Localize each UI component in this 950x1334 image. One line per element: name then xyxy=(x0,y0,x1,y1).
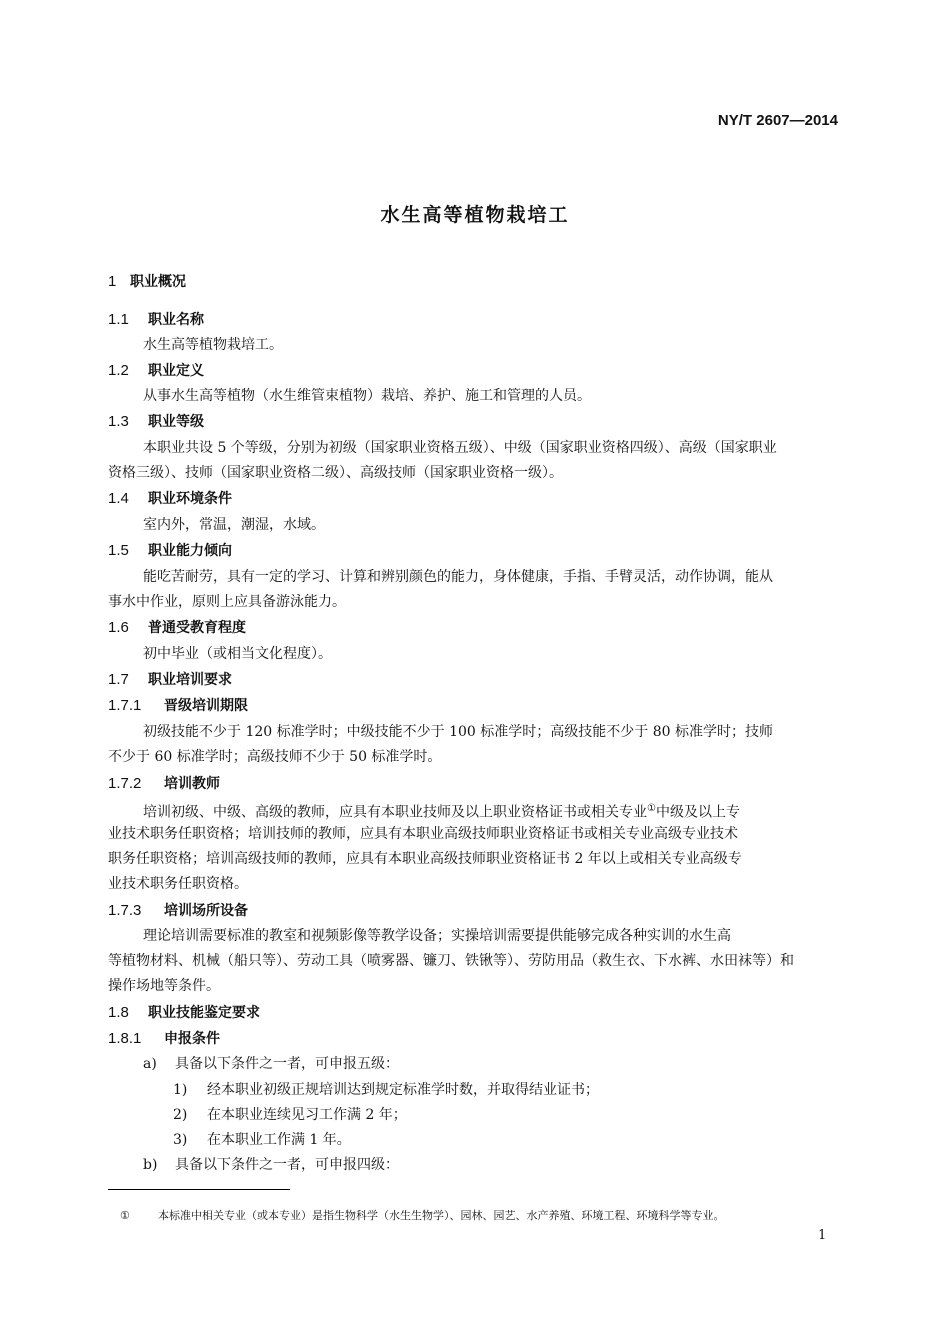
footnote-text: 本标准中相关专业（或本专业）是指生物科学（水生生物学）、园林、园艺、水产养殖、环境工程、环境科学等专业。 xyxy=(158,1209,725,1222)
section-label: 职业定义 xyxy=(148,363,204,379)
list-item xyxy=(143,1153,399,1177)
paragraph-line: 不少于 60 标准学时；高级技师不少于 50 标准学时。 xyxy=(108,749,442,765)
list-item xyxy=(143,1052,399,1076)
paragraph: 从事水生高等植物（水生维管束植物）栽培、养护、施工和管理的人员。 xyxy=(143,388,591,404)
standard-code: NY/T 2607—2014 xyxy=(717,112,838,129)
section-number: 1.8 xyxy=(108,1004,129,1021)
section-label: 申报条件 xyxy=(164,1031,220,1047)
section-heading-1-7-3 xyxy=(108,899,248,923)
paragraph: 水生高等植物栽培工。 xyxy=(143,337,283,353)
section-heading-1-7-2 xyxy=(108,772,220,796)
section-heading-1-2 xyxy=(108,359,204,383)
paragraph-line: 业技术职务任职资格。 xyxy=(108,876,248,892)
section-number: 1.7.2 xyxy=(108,775,142,792)
section-number: 1.7 xyxy=(108,671,129,688)
section-number: 1.8.1 xyxy=(108,1030,142,1047)
section-heading-1-5 xyxy=(108,539,232,563)
page-number: 1 xyxy=(818,1228,827,1243)
paragraph-line: 初级技能不少于 120 标准学时；中级技能不少于 100 标准学时；高级技能不少于 80 标准学时；技师 xyxy=(143,724,773,740)
section-label: 职业能力倾向 xyxy=(148,543,232,559)
section-heading-1-7-1 xyxy=(108,694,248,718)
list-marker: a) xyxy=(143,1056,157,1072)
paragraph-line: 资格三级）、技师（国家职业资格二级）、高级技师（国家职业资格一级）。 xyxy=(108,465,563,481)
section-heading-1-7 xyxy=(108,668,232,692)
list-marker: b) xyxy=(143,1157,158,1173)
section-label: 职业环境条件 xyxy=(148,491,232,507)
list-text: 在本职业工作满 1 年。 xyxy=(207,1132,351,1148)
list-text: 具备以下条件之一者，可申报四级： xyxy=(175,1157,399,1173)
section-number: 1.5 xyxy=(108,542,129,559)
section-label: 职业技能鉴定要求 xyxy=(148,1005,260,1021)
section-number: 1.4 xyxy=(108,490,129,507)
section-label: 培训教师 xyxy=(164,776,220,792)
list-item xyxy=(173,1103,407,1127)
list-marker: 3) xyxy=(173,1132,188,1148)
section-heading-1-4 xyxy=(108,487,232,511)
paragraph: 室内外，常温，潮湿，水域。 xyxy=(143,517,325,533)
list-item xyxy=(173,1128,351,1152)
section-heading-1-6 xyxy=(108,616,246,640)
section-number: 1.7.3 xyxy=(108,902,142,919)
section-heading-1-8 xyxy=(108,1001,260,1025)
text-run: 中级及以上专 xyxy=(655,804,740,821)
section-label: 晋级培训期限 xyxy=(164,698,248,714)
paragraph-line xyxy=(143,797,740,825)
paragraph-line: 本职业共设 5 个等级，分别为初级（国家职业资格五级）、中级（国家职业资格四级）、高级（国家职业 xyxy=(143,440,777,456)
paragraph-line: 职务任职资格；培训高级技师的教师，应具有本职业高级技师职业资格证书 2 年以上或相关专业高级专 xyxy=(108,851,742,867)
paragraph-line: 等植物材料、机械（船只等）、劳动工具（喷雾器、镰刀、铁锹等）、劳防用品（救生衣、下水裤、水田袜等）和 xyxy=(108,953,794,969)
paragraph-line: 能吃苦耐劳，具有一定的学习、计算和辨别颜色的能力，身体健康，手指、手臂灵活，动作协调，能从 xyxy=(143,569,773,585)
list-text: 在本职业连续见习工作满 2 年； xyxy=(207,1107,407,1123)
footnote-separator xyxy=(108,1189,290,1190)
paragraph: 初中毕业（或相当文化程度）。 xyxy=(143,646,332,662)
footnote-reference[interactable]: ① xyxy=(647,803,656,814)
section-number: 1.7.1 xyxy=(108,697,142,714)
section-label: 普通受教育程度 xyxy=(148,620,246,636)
text-run: 培训初级、中级、高级的教师，应具有本职业技师及以上职业资格证书或相关专业 xyxy=(143,804,647,821)
list-marker: 1) xyxy=(173,1082,188,1098)
paragraph-line: 事水中作业，原则上应具备游泳能力。 xyxy=(108,594,346,610)
list-marker: 2) xyxy=(173,1107,188,1123)
section-heading-1 xyxy=(108,270,186,294)
section-number: 1 xyxy=(108,273,117,290)
section-heading-1-3 xyxy=(108,410,204,434)
section-label: 职业名称 xyxy=(148,312,204,328)
section-heading-1-1 xyxy=(108,308,204,332)
paragraph-line: 操作场地等条件。 xyxy=(108,978,220,994)
footnote xyxy=(120,1207,725,1223)
section-label: 职业等级 xyxy=(148,414,204,430)
list-text: 经本职业初级正规培训达到规定标准学时数，并取得结业证书； xyxy=(207,1082,599,1098)
section-number: 1.1 xyxy=(108,311,129,328)
paragraph-line: 业技术职务任职资格；培训技师的教师，应具有本职业高级技师职业资格证书或相关专业高级专业技术 xyxy=(108,826,738,842)
section-number: 1.6 xyxy=(108,619,129,636)
section-heading-1-8-1 xyxy=(108,1027,220,1051)
section-label: 职业培训要求 xyxy=(148,672,232,688)
footnote-mark: ① xyxy=(120,1209,130,1222)
paragraph-line: 理论培训需要标准的教室和视频影像等教学设备；实操培训需要提供能够完成各种实训的水生高 xyxy=(143,928,731,944)
page-title: 水生高等植物栽培工 xyxy=(380,204,570,226)
section-number: 1.3 xyxy=(108,413,129,430)
section-number: 1.2 xyxy=(108,362,129,379)
section-label: 职业概况 xyxy=(130,274,186,290)
list-item xyxy=(173,1078,599,1102)
section-label: 培训场所设备 xyxy=(164,903,248,919)
list-text: 具备以下条件之一者，可申报五级： xyxy=(175,1056,399,1072)
